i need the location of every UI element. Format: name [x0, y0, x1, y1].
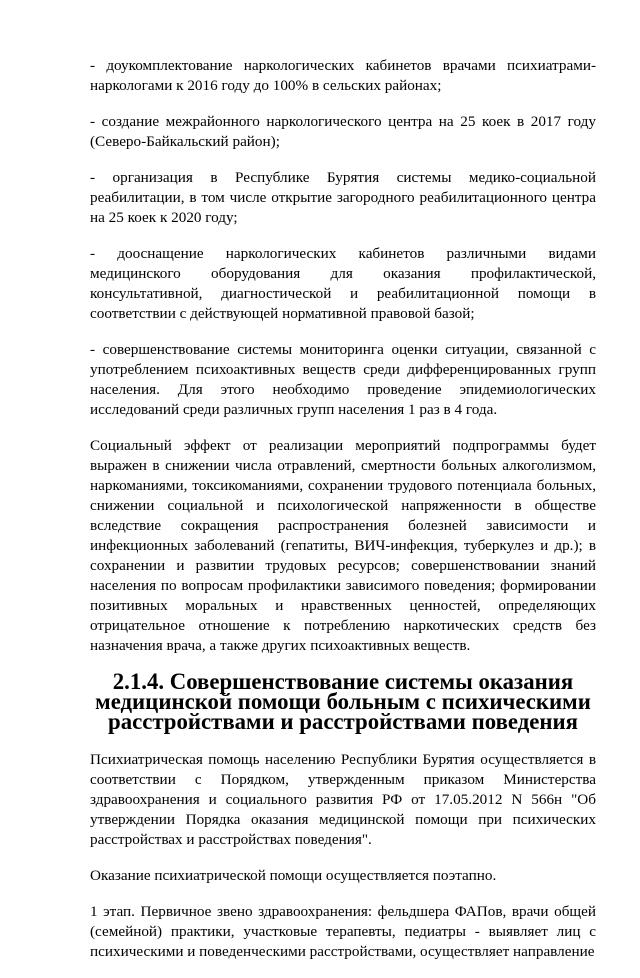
list-item-interdistrict-center: - создание межрайонного наркологического центра на 25 коек в 2017 году (Северо-Байкальский район); — [90, 113, 596, 150]
paragraph-psychiatric-care: Психиатрическая помощь населению Республики Бурятия осуществляется в соответствии с Порядком, утвержденным приказом Министерства здравоохранения и социального развития РФ от 17.05.2012 N 566н "Об утверждении Порядка оказания медицинской помощи при психических расстройствах и расстройствах поведения". — [90, 751, 596, 848]
paragraph-stage-one: 1 этап. Первичное звено здравоохранения: фельдшера ФАПов, врачи общей (семейной) практики, участковые терапевты, педиатры - выявляет лиц с психическими и поведенческими расстройствами, осуществляет направление — [90, 903, 596, 960]
list-item-staffing: - доукомплектование наркологических кабинетов врачами психиатрами-наркологами к 2016 году до 100% в сельских районах; — [90, 57, 596, 94]
paragraph-stages: Оказание психиатрической помощи осуществляется поэтапно. — [90, 867, 497, 884]
section-heading: 2.1.4. Совершенствование системы оказания медицинской помощи больным с психическими расстройствами и расстройствами поведения — [95, 669, 591, 734]
document-page — [90, 56, 596, 978]
paragraph-social-effect: Социальный эффект от реализации мероприятий подпрограммы будет выражен в снижении числа отравлений, смертности больных алкоголизмом, наркоманиями, токсикоманиями, сохранении трудового потенциала больных, снижении социальной и психологической напряженности в обществе вследствие сокращения распространения болезней зависимости и инфекционных заболеваний (гепатиты, ВИЧ-инфекция, туберкулез и др.); в сохранении и развитии трудовых ресурсов; совершенствовании знаний населения по вопросам профилактики зависимого поведения; формировании позитивных моральных и нравственных ценностей, определяющих отрицательное отношение к потреблению наркотических средств без назначения врача, а также других психоактивных веществ. — [90, 437, 596, 654]
list-item-monitoring: - совершенствование системы мониторинга оценки ситуации, связанной с употреблением психоактивных веществ среди дифференцированных групп населения. Для этого необходимо проведение эпидемиологических исследований среди различных групп населения 1 раз в 4 года. — [90, 341, 596, 418]
list-item-equipment: - дооснащение наркологических кабинетов различными видами медицинского оборудования для оказания профилактической, консультативной, диагностической и реабилитационной помощи в соответствии с действующей нормативной правовой базой; — [90, 245, 596, 322]
list-item-rehabilitation-system: - организация в Республике Бурятия системы медико-социальной реабилитации, в том числе открытие загородного реабилитационного центра на 25 коек к 2020 году; — [90, 169, 596, 226]
